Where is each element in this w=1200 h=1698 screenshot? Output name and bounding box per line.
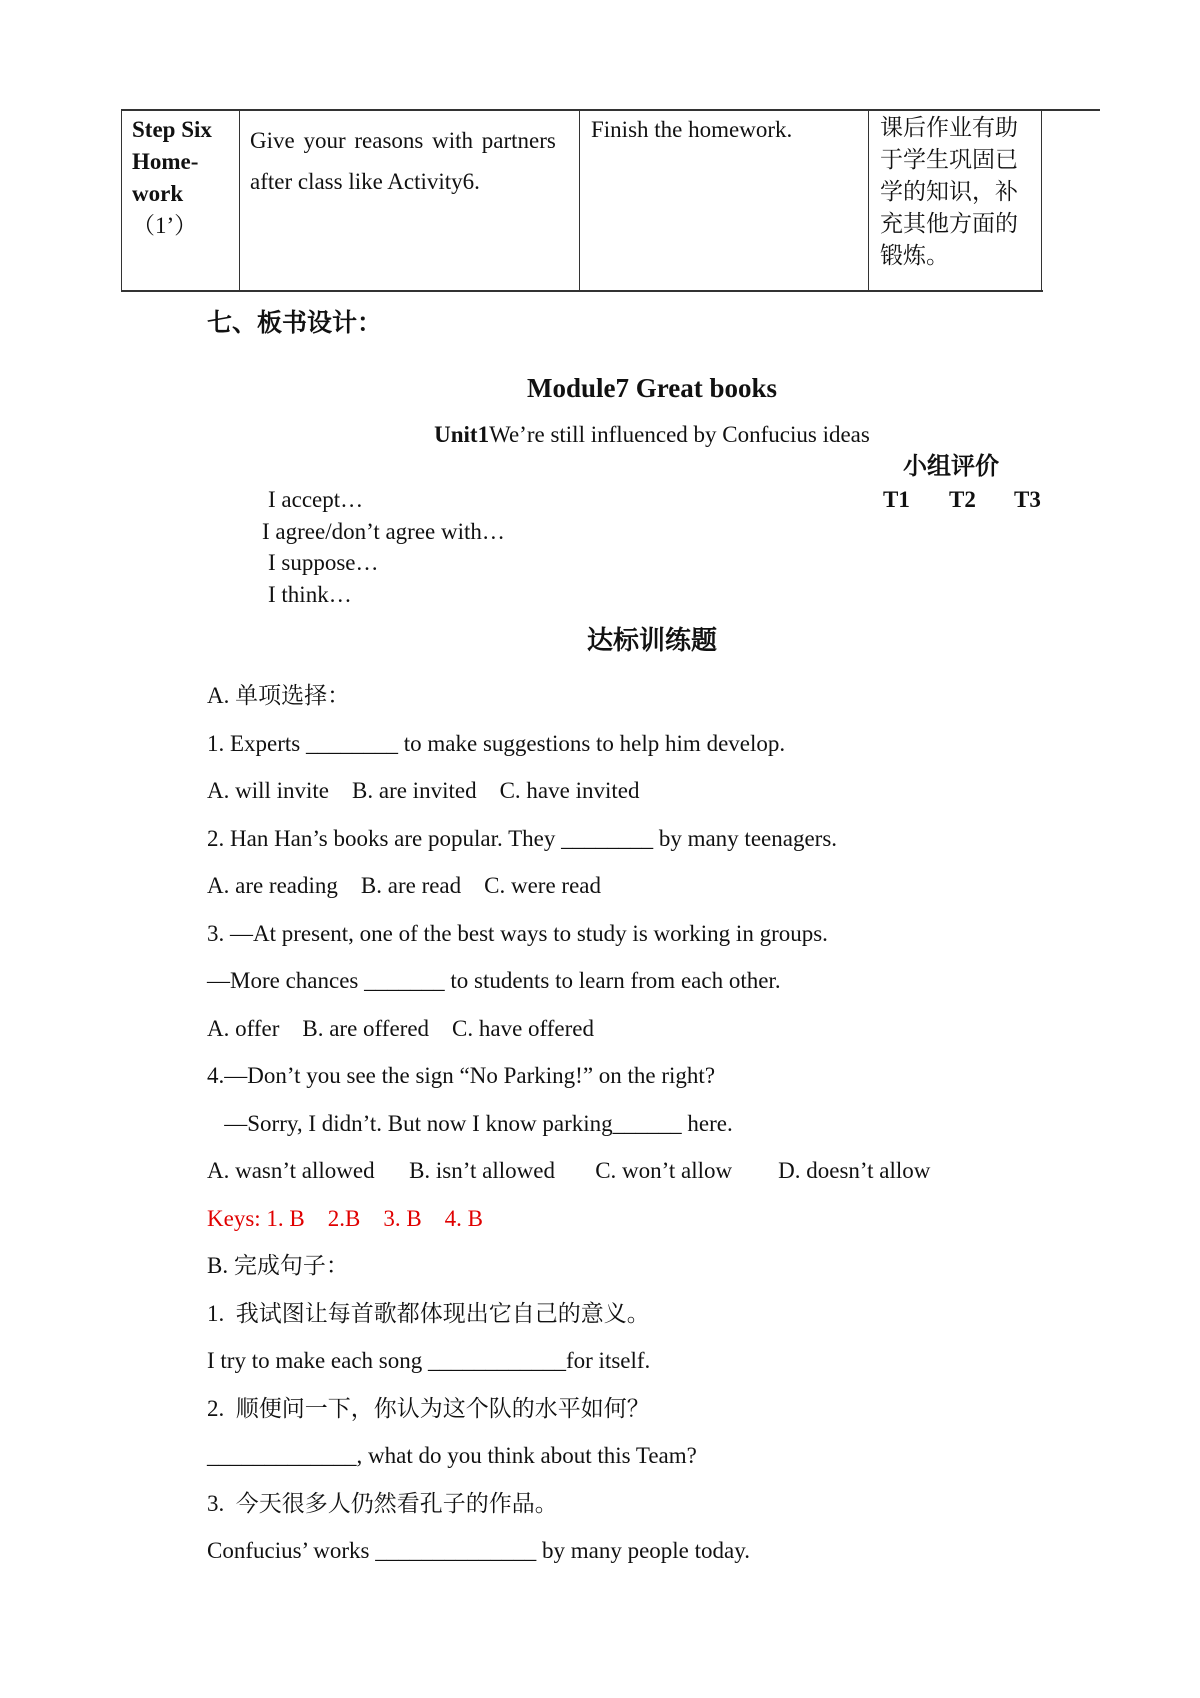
phrase: I agree/don’t agree with… [262,519,505,544]
exercise-line: I try to make each song ____________for itself. [207,1348,651,1373]
exercise-line: Confucius’ works ______________ by many people today. [207,1538,750,1563]
exercise-line: 2. Han Han’s books are popular. They ________ by many teenagers. [207,825,838,851]
answer-keys: Keys: 1. B 2.B 3. B 4. B [207,1205,484,1231]
step-text: （1’） [132,213,198,238]
activity-text: after class like Activity6. [250,169,480,194]
step-text: Home- [132,149,199,174]
exercise-line: —Sorry, I didn’t. But now I know parking______ here. [207,1110,733,1136]
unit-number: Unit1 [434,422,490,447]
exercise-line: 3. —At present, one of the best ways to study is working in groups. [207,920,828,946]
exercise-line: 2. 顺便问一下，你认为这个队的水平如何？ [207,1395,650,1421]
group-eval-label: 小组评价 [903,454,999,480]
exercise-line: A. are reading B. are read C. were read [207,873,601,898]
purpose-text: 课后作业有助 [880,115,1018,140]
phrase: I suppose… [268,550,379,575]
exercise-line: A. wasn’t allowed B. isn’t allowed C. won’t allow D. doesn’t allow [207,1158,931,1183]
table-top-border [121,109,1100,111]
module-title: Module7 Great books [526,373,777,403]
table-border [239,110,240,291]
task-text: Finish the homework. [591,117,793,142]
table-border [868,110,869,291]
table-bottom-border [121,290,1043,292]
exercise-line: —More chances _______ to students to learn from each other. [207,968,781,993]
table-border [121,110,122,291]
step-cell [132,114,212,242]
table-border [1041,110,1042,291]
activity-cell [250,120,556,202]
purpose-text: 学的知识，补 [880,179,1018,204]
task-cell [591,114,792,146]
phrase: I accept… [268,487,364,512]
purpose-cell [880,112,1018,272]
activity-text: Give your reasons with partners [250,128,556,153]
team-label: T1 [883,487,910,512]
purpose-text: 充其他方面的 [880,211,1018,236]
exercise-line: A. offer B. are offered C. have offered [207,1015,595,1041]
step-text: work [132,181,184,206]
exercise-line: A. will invite B. are invited C. have invited [207,778,640,803]
exercise-line: 4.—Don’t you see the sign “No Parking!” on the right? [207,1063,716,1088]
unit-name: We’re still influenced by Confucius ideas [489,422,870,447]
exercise-title: 达标训练题 [586,626,717,655]
exercise-line: 3. 今天很多人仍然看孔子的作品。 [207,1490,558,1516]
table-border [579,110,580,291]
unit-title [0,423,1200,446]
team-label: T3 [1014,487,1041,512]
exercise-line: 1. Experts ________ to make suggestions to help him develop. [207,730,786,756]
exercise-line: A. 单项选择： [207,683,351,708]
exercise-line: B. 完成句子： [207,1253,349,1278]
step-text: Step Six [132,117,212,142]
team-label: T2 [949,487,976,512]
board-heading: 七、板书设计： [207,310,383,337]
exercise-line: 1. 我试图让每首歌都体现出它自己的意义。 [207,1300,650,1326]
exercise-line: _____________, what do you think about this Team? [207,1443,697,1468]
purpose-text: 锻炼。 [880,243,949,268]
purpose-text: 于学生巩固已 [880,147,1018,172]
phrase: I think… [268,582,352,607]
